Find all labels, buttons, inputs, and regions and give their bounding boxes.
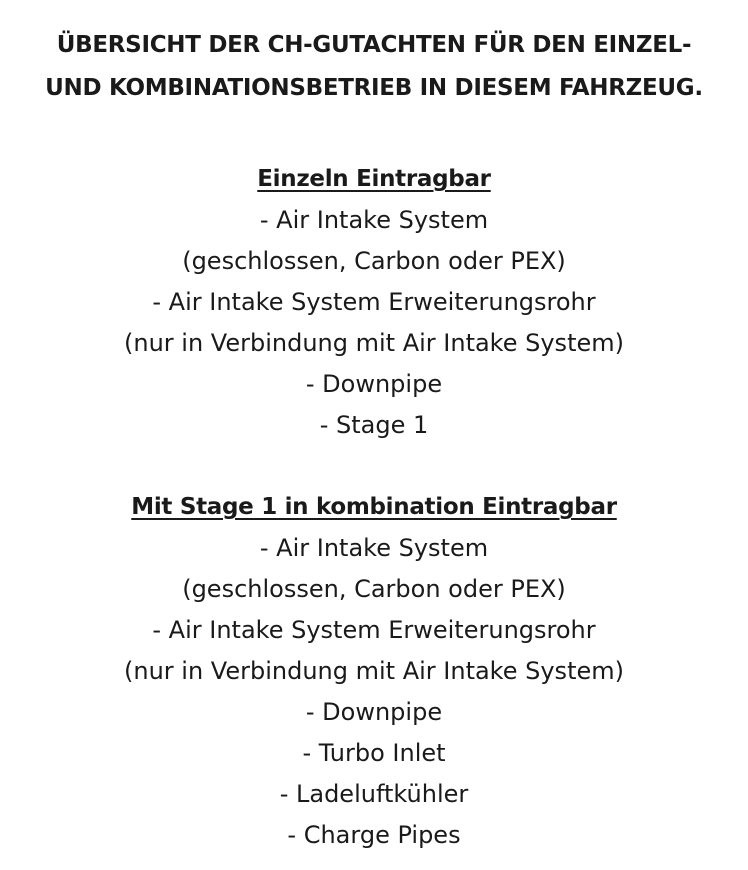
- list-item: - Ladeluftkühler: [279, 780, 469, 808]
- page-title-line-2: UND KOMBINATIONSBETRIEB IN DIESEM FAHRZEUG.: [45, 75, 703, 101]
- list-item: - Charge Pipes: [287, 821, 461, 849]
- item-list-kombination: [0, 528, 748, 856]
- list-item-note: (nur in Verbindung mit Air Intake System): [124, 657, 624, 685]
- list-item: - Downpipe: [305, 370, 443, 398]
- page-title: [0, 24, 748, 110]
- list-item-note: (geschlossen, Carbon oder PEX): [182, 247, 566, 275]
- page-title-line-1: ÜBERSICHT DER CH-GUTACHTEN FÜR DEN EINZEL-: [56, 32, 692, 58]
- item-list-einzeln: [0, 200, 748, 446]
- list-item: - Air Intake System: [259, 534, 489, 562]
- section-heading-einzeln: Einzeln Eintragbar: [257, 166, 491, 192]
- list-item: - Turbo Inlet: [302, 739, 446, 767]
- list-item: - Air Intake System Erweiterungsrohr: [152, 288, 596, 316]
- list-item-note: (geschlossen, Carbon oder PEX): [182, 575, 566, 603]
- section-einzeln-eintragbar: [0, 159, 748, 446]
- list-item: - Stage 1: [319, 411, 429, 439]
- list-item: - Downpipe: [305, 698, 443, 726]
- list-item: - Air Intake System: [259, 206, 489, 234]
- list-item: - Air Intake System Erweiterungsrohr: [152, 616, 596, 644]
- list-item-note: (nur in Verbindung mit Air Intake System): [124, 329, 624, 357]
- section-heading-kombination: Mit Stage 1 in kombination Eintragbar: [131, 494, 617, 520]
- section-kombination-eintragbar: [0, 487, 748, 856]
